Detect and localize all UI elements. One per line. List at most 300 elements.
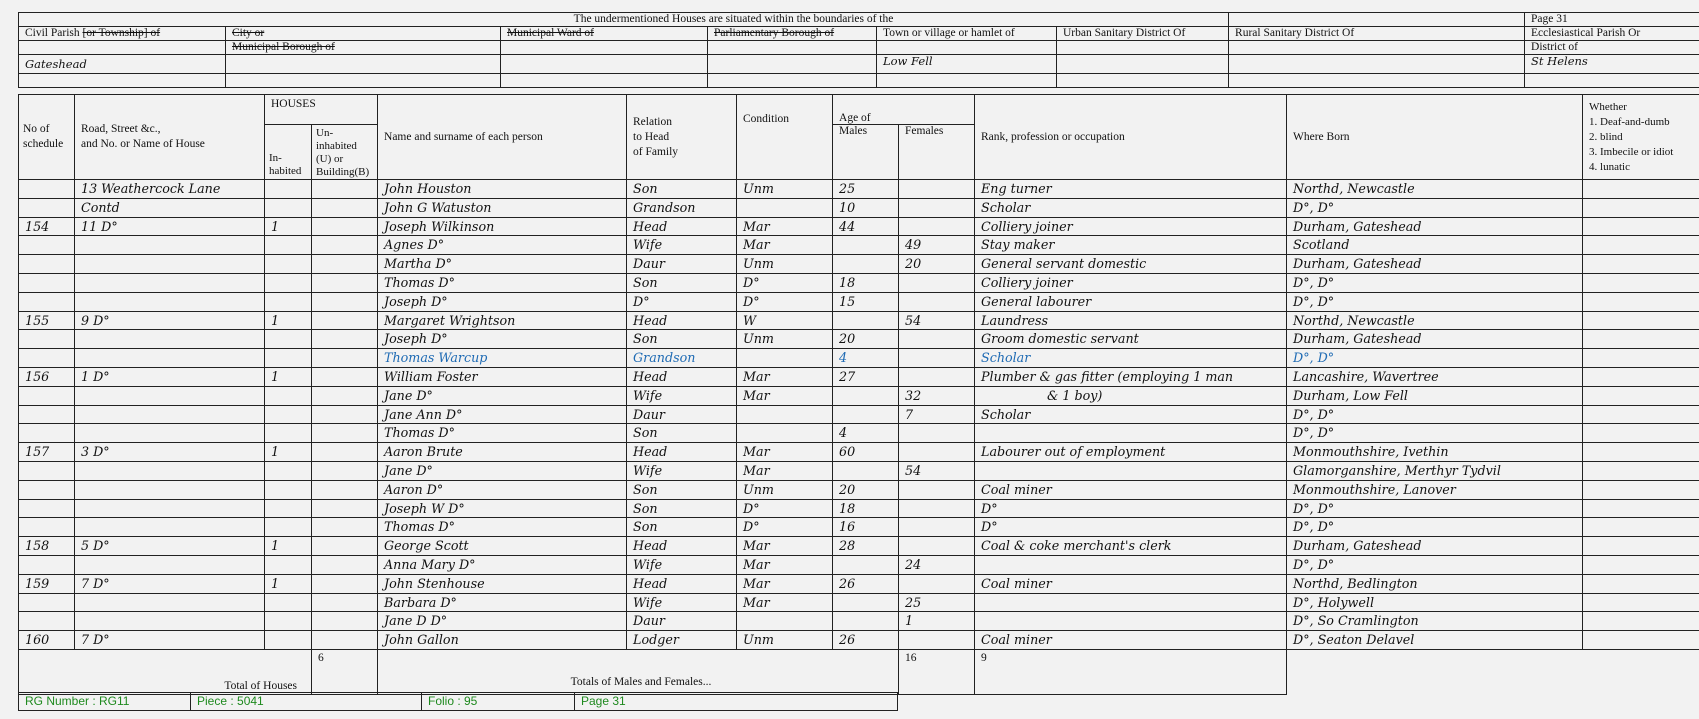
females-cell	[899, 367, 975, 386]
females-cell	[899, 574, 975, 593]
blank-cell	[1525, 74, 1699, 88]
census-row	[19, 443, 1699, 462]
uninhabited-cell	[312, 461, 378, 480]
relation-cell: Head	[627, 443, 737, 462]
uninhabited-cell	[312, 180, 378, 199]
relation-cell: Grandson	[627, 198, 737, 217]
town-label: Town or village or hamlet of	[877, 27, 1057, 41]
blank-cell	[501, 74, 708, 88]
males-cell	[833, 311, 899, 330]
census-row	[19, 537, 1699, 556]
occupation-cell: & 1 boy)	[975, 386, 1287, 405]
name-cell: Aaron Brute	[378, 443, 627, 462]
uninhabited-cell	[312, 593, 378, 612]
whether-cell	[1583, 180, 1699, 199]
schedule-cell	[19, 499, 75, 518]
census-row	[19, 255, 1699, 274]
inhabited-cell	[265, 555, 312, 574]
road-cell: 5 D°	[75, 537, 265, 556]
condition-cell: Unm	[737, 631, 833, 650]
uninhabited-cell	[312, 537, 378, 556]
col-rank: Rank, profession or occupation	[975, 95, 1287, 180]
occupation-cell: Coal miner	[975, 574, 1287, 593]
whether-cell	[1583, 198, 1699, 217]
blank-cell	[1287, 649, 1699, 694]
col-text: No of	[23, 123, 50, 135]
census-table	[18, 94, 1699, 695]
condition-cell: D°	[737, 292, 833, 311]
birthplace-cell: Scotland	[1287, 236, 1583, 255]
road-cell	[75, 236, 265, 255]
females-cell	[899, 273, 975, 292]
uninhabited-cell	[312, 631, 378, 650]
col-whether	[1583, 95, 1699, 180]
schedule-cell	[19, 255, 75, 274]
males-cell	[833, 461, 899, 480]
uninhabited-cell	[312, 612, 378, 631]
road-cell	[75, 555, 265, 574]
condition-cell: Mar	[737, 461, 833, 480]
schedule-cell: 157	[19, 443, 75, 462]
total-houses-label	[19, 649, 312, 694]
occupation-cell: Scholar	[975, 349, 1287, 368]
schedule-cell	[19, 555, 75, 574]
blank-cell	[501, 55, 708, 74]
boundary-text: The undermentioned Houses are situated within the boundaries of the	[19, 13, 1229, 27]
whether-cell	[1583, 443, 1699, 462]
boundary-header	[18, 12, 1699, 88]
birthplace-cell: D°, So Cramlington	[1287, 612, 1583, 631]
inhabited-cell	[265, 480, 312, 499]
schedule-cell: 158	[19, 537, 75, 556]
census-sheet	[18, 12, 1699, 695]
females-cell: 1	[899, 612, 975, 631]
census-row	[19, 593, 1699, 612]
road-cell	[75, 518, 265, 537]
males-cell: 60	[833, 443, 899, 462]
col-text: 3. Imbecile or idiot	[1589, 145, 1674, 158]
birthplace-cell: D°, D°	[1287, 555, 1583, 574]
blank-cell	[19, 74, 226, 88]
name-cell: John Gallon	[378, 631, 627, 650]
census-row	[19, 180, 1699, 199]
schedule-cell	[19, 424, 75, 443]
condition-cell: Mar	[737, 217, 833, 236]
condition-cell	[737, 405, 833, 424]
census-row	[19, 367, 1699, 386]
females-cell	[899, 537, 975, 556]
females-cell: 32	[899, 386, 975, 405]
occupation-cell: D°	[975, 518, 1287, 537]
inhabited-cell	[265, 386, 312, 405]
town-value: Low Fell	[877, 55, 1057, 74]
inhabited-cell	[265, 349, 312, 368]
birthplace-cell: D°, D°	[1287, 518, 1583, 537]
col-text: 1. Deaf-and-dumb	[1589, 115, 1670, 128]
road-cell	[75, 386, 265, 405]
eccl-label: Ecclesiastical Parish Or	[1525, 27, 1699, 41]
blank-cell	[1057, 41, 1229, 55]
whether-cell	[1583, 311, 1699, 330]
whether-cell	[1583, 217, 1699, 236]
blank-cell	[1229, 13, 1525, 27]
col-inhabited	[265, 125, 312, 180]
census-row	[19, 330, 1699, 349]
occupation-cell	[975, 461, 1287, 480]
uninhabited-cell	[312, 499, 378, 518]
blank-cell	[708, 41, 877, 55]
condition-cell: W	[737, 311, 833, 330]
occupation-cell: Groom domestic servant	[975, 330, 1287, 349]
col-text: and No. or Name of House	[81, 138, 205, 150]
name-cell: Anna Mary D°	[378, 555, 627, 574]
occupation-cell	[975, 424, 1287, 443]
males-cell: 26	[833, 631, 899, 650]
inhabited-cell	[265, 461, 312, 480]
urban-label: Urban Sanitary District Of	[1057, 27, 1229, 41]
condition-cell: Mar	[737, 574, 833, 593]
census-row	[19, 386, 1699, 405]
schedule-cell	[19, 480, 75, 499]
condition-cell: Mar	[737, 367, 833, 386]
census-row	[19, 292, 1699, 311]
males-cell: 18	[833, 273, 899, 292]
uninhabited-cell	[312, 255, 378, 274]
inhabited-cell	[265, 612, 312, 631]
females-cell: 20	[899, 255, 975, 274]
uninhabited-cell	[312, 330, 378, 349]
col-text: Whether	[1589, 100, 1627, 113]
females-cell	[899, 480, 975, 499]
inhabited-cell	[265, 499, 312, 518]
condition-cell: D°	[737, 518, 833, 537]
relation-cell: Son	[627, 499, 737, 518]
whether-cell	[1583, 405, 1699, 424]
condition-cell: D°	[737, 499, 833, 518]
females-cell	[899, 217, 975, 236]
census-row	[19, 236, 1699, 255]
blank-cell	[1057, 74, 1229, 88]
relation-cell: Head	[627, 367, 737, 386]
road-cell: 7 D°	[75, 574, 265, 593]
females-cell	[899, 424, 975, 443]
schedule-cell	[19, 236, 75, 255]
col-schedule	[19, 95, 75, 180]
schedule-cell	[19, 518, 75, 537]
relation-cell: Son	[627, 480, 737, 499]
schedule-cell: 155	[19, 311, 75, 330]
birthplace-cell: Northd, Newcastle	[1287, 311, 1583, 330]
birthplace-cell: Northd, Newcastle	[1287, 180, 1583, 199]
birthplace-cell: Durham, Gateshead	[1287, 330, 1583, 349]
females-cell	[899, 198, 975, 217]
inhabited-cell: 1	[265, 537, 312, 556]
inhabited-cell: 1	[265, 367, 312, 386]
uninhabited-cell	[312, 555, 378, 574]
relation-cell: Head	[627, 311, 737, 330]
blank-cell	[1057, 55, 1229, 74]
occupation-cell	[975, 593, 1287, 612]
females-cell: 54	[899, 311, 975, 330]
totals-persons-label: Totals of Males and Females...	[378, 649, 899, 694]
census-row	[19, 574, 1699, 593]
blank-cell	[708, 74, 877, 88]
name-cell: Margaret Wrightson	[378, 311, 627, 330]
census-rows	[19, 180, 1699, 650]
relation-cell: Daur	[627, 612, 737, 631]
census-row	[19, 518, 1699, 537]
parl-label: Parliamentary Borough of	[708, 27, 877, 41]
road-cell: 13 Weathercock Lane	[75, 180, 265, 199]
uninhabited-cell	[312, 405, 378, 424]
road-cell	[75, 405, 265, 424]
inhabited-cell	[265, 518, 312, 537]
name-cell: Joseph Wilkinson	[378, 217, 627, 236]
name-cell: Aaron D°	[378, 480, 627, 499]
whether-cell	[1583, 255, 1699, 274]
name-cell: Joseph D°	[378, 292, 627, 311]
blank-cell	[1229, 41, 1525, 55]
col-uninhabited	[312, 125, 378, 180]
relation-cell: Lodger	[627, 631, 737, 650]
relation-cell: Wife	[627, 236, 737, 255]
inhabited-cell: 1	[265, 574, 312, 593]
name-cell: William Foster	[378, 367, 627, 386]
relation-cell: Wife	[627, 555, 737, 574]
occupation-cell: Coal miner	[975, 480, 1287, 499]
inhabited-cell	[265, 273, 312, 292]
road-cell	[75, 349, 265, 368]
inhabited-cell	[265, 236, 312, 255]
males-cell: 20	[833, 480, 899, 499]
occupation-cell: Coal & coke merchant's clerk	[975, 537, 1287, 556]
schedule-cell	[19, 593, 75, 612]
birthplace-cell: Monmouthshire, Ivethin	[1287, 443, 1583, 462]
col-text: 2. blind	[1589, 130, 1623, 143]
males-cell: 4	[833, 424, 899, 443]
inhabited-cell	[265, 180, 312, 199]
males-cell	[833, 612, 899, 631]
uninhabited-cell	[312, 217, 378, 236]
females-cell	[899, 631, 975, 650]
females-cell: 54	[899, 461, 975, 480]
occupation-cell: Plumber & gas fitter (employing 1 man	[975, 367, 1287, 386]
col-age-of: Age of	[833, 95, 975, 125]
birthplace-cell: D°, D°	[1287, 273, 1583, 292]
inhabited-cell: 1	[265, 311, 312, 330]
relation-cell: Son	[627, 330, 737, 349]
ward-label: Municipal Ward of	[501, 27, 708, 41]
occupation-cell	[975, 612, 1287, 631]
occupation-cell: Labourer out of employment	[975, 443, 1287, 462]
inhabited-cell	[265, 198, 312, 217]
whether-cell	[1583, 330, 1699, 349]
road-cell: 11 D°	[75, 217, 265, 236]
birthplace-cell: Northd, Bedlington	[1287, 574, 1583, 593]
col-text: Building(B)	[316, 166, 370, 178]
females-cell	[899, 330, 975, 349]
birthplace-cell: D°, Holywell	[1287, 593, 1583, 612]
birthplace-cell: D°, D°	[1287, 198, 1583, 217]
males-cell: 44	[833, 217, 899, 236]
schedule-cell: 154	[19, 217, 75, 236]
col-name: Name and surname of each person	[378, 95, 627, 180]
schedule-cell	[19, 386, 75, 405]
name-cell: John Houston	[378, 180, 627, 199]
col-text: schedule	[23, 138, 64, 150]
road-cell: 9 D°	[75, 311, 265, 330]
whether-cell	[1583, 461, 1699, 480]
males-cell: 10	[833, 198, 899, 217]
schedule-cell	[19, 461, 75, 480]
relation-cell: Wife	[627, 593, 737, 612]
road-cell	[75, 499, 265, 518]
col-text: habited	[269, 165, 302, 177]
birthplace-cell: Durham, Low Fell	[1287, 386, 1583, 405]
females-cell	[899, 499, 975, 518]
road-cell: Contd	[75, 198, 265, 217]
relation-cell: Son	[627, 424, 737, 443]
females-cell: 7	[899, 405, 975, 424]
name-cell: Jane Ann D°	[378, 405, 627, 424]
condition-cell: Mar	[737, 555, 833, 574]
relation-cell: Son	[627, 180, 737, 199]
col-text: (U) or	[316, 153, 344, 165]
blank-cell	[1229, 55, 1525, 74]
schedule-cell	[19, 273, 75, 292]
name-cell: Joseph D°	[378, 330, 627, 349]
birthplace-cell: D°, D°	[1287, 292, 1583, 311]
page-number: Page 31	[581, 694, 626, 708]
census-row	[19, 405, 1699, 424]
whether-cell	[1583, 499, 1699, 518]
condition-cell: Mar	[737, 537, 833, 556]
condition-cell: D°	[737, 273, 833, 292]
census-row	[19, 480, 1699, 499]
total-houses-text: Total of Houses	[224, 679, 297, 692]
census-row	[19, 424, 1699, 443]
inhabited-cell	[265, 255, 312, 274]
name-cell: John G Watuston	[378, 198, 627, 217]
inhabited-cell	[265, 631, 312, 650]
blank-cell	[708, 55, 877, 74]
males-cell: 20	[833, 330, 899, 349]
whether-cell	[1583, 386, 1699, 405]
col-relation	[627, 95, 737, 180]
inhabited-cell: 1	[265, 217, 312, 236]
females-cell	[899, 518, 975, 537]
relation-cell: Wife	[627, 461, 737, 480]
source-footer	[18, 692, 898, 711]
road-cell	[75, 593, 265, 612]
birthplace-cell: Glamorganshire, Merthyr Tydvil	[1287, 461, 1583, 480]
rural-label: Rural Sanitary District Of	[1229, 27, 1525, 41]
birthplace-cell: Durham, Gateshead	[1287, 537, 1583, 556]
birthplace-cell: D°, D°	[1287, 499, 1583, 518]
blank-cell	[501, 41, 708, 55]
name-cell: Thomas D°	[378, 273, 627, 292]
uninhabited-cell	[312, 480, 378, 499]
relation-cell: Son	[627, 518, 737, 537]
females-cell	[899, 443, 975, 462]
col-text: inhabited	[316, 140, 357, 152]
blank-cell	[1229, 74, 1525, 88]
uninhabited-cell	[312, 367, 378, 386]
females-cell	[899, 180, 975, 199]
whether-cell	[1583, 349, 1699, 368]
col-males: Males	[833, 125, 899, 180]
males-cell: 28	[833, 537, 899, 556]
occupation-cell: Colliery joiner	[975, 273, 1287, 292]
census-row	[19, 198, 1699, 217]
census-row	[19, 273, 1699, 292]
col-text: of Family	[633, 145, 679, 158]
uninhabited-cell	[312, 518, 378, 537]
census-row	[19, 217, 1699, 236]
schedule-cell	[19, 349, 75, 368]
name-cell: Martha D°	[378, 255, 627, 274]
schedule-cell	[19, 198, 75, 217]
blank-cell	[226, 55, 501, 74]
occupation-cell: General servant domestic	[975, 255, 1287, 274]
schedule-cell: 160	[19, 631, 75, 650]
name-cell: Jane D°	[378, 386, 627, 405]
col-text: 4. lunatic	[1589, 160, 1630, 173]
name-cell: Thomas D°	[378, 518, 627, 537]
condition-cell: Unm	[737, 480, 833, 499]
road-cell	[75, 255, 265, 274]
schedule-cell	[19, 292, 75, 311]
condition-cell	[737, 612, 833, 631]
whether-cell	[1583, 480, 1699, 499]
birthplace-cell: D°, Seaton Delavel	[1287, 631, 1583, 650]
blank-cell	[877, 74, 1057, 88]
name-cell: Thomas D°	[378, 424, 627, 443]
whether-cell	[1583, 631, 1699, 650]
relation-cell: Daur	[627, 405, 737, 424]
census-row	[19, 499, 1699, 518]
condition-cell: Mar	[737, 593, 833, 612]
uninhabited-cell	[312, 292, 378, 311]
occupation-cell: Scholar	[975, 198, 1287, 217]
relation-cell: Grandson	[627, 349, 737, 368]
condition-cell: Mar	[737, 236, 833, 255]
uninhabited-cell	[312, 273, 378, 292]
name-cell: John Stenhouse	[378, 574, 627, 593]
name-cell: Thomas Warcup	[378, 349, 627, 368]
civil-parish-text: Civil Parish	[25, 27, 83, 39]
birthplace-cell: Monmouthshire, Lanover	[1287, 480, 1583, 499]
condition-cell: Unm	[737, 255, 833, 274]
occupation-cell: D°	[975, 499, 1287, 518]
inhabited-cell	[265, 405, 312, 424]
males-cell: 15	[833, 292, 899, 311]
col-text: Road, Street &c.,	[81, 123, 161, 135]
occupation-cell: Coal miner	[975, 631, 1287, 650]
condition-cell	[737, 349, 833, 368]
uninhabited-cell	[312, 443, 378, 462]
females-cell: 49	[899, 236, 975, 255]
birthplace-cell: Durham, Gateshead	[1287, 255, 1583, 274]
blank-cell	[877, 41, 1057, 55]
condition-cell	[737, 198, 833, 217]
males-cell	[833, 555, 899, 574]
whether-cell	[1583, 424, 1699, 443]
inhabited-cell	[265, 593, 312, 612]
birthplace-cell: Durham, Gateshead	[1287, 217, 1583, 236]
occupation-cell: Laundress	[975, 311, 1287, 330]
birthplace-cell: Lancashire, Wavertree	[1287, 367, 1583, 386]
